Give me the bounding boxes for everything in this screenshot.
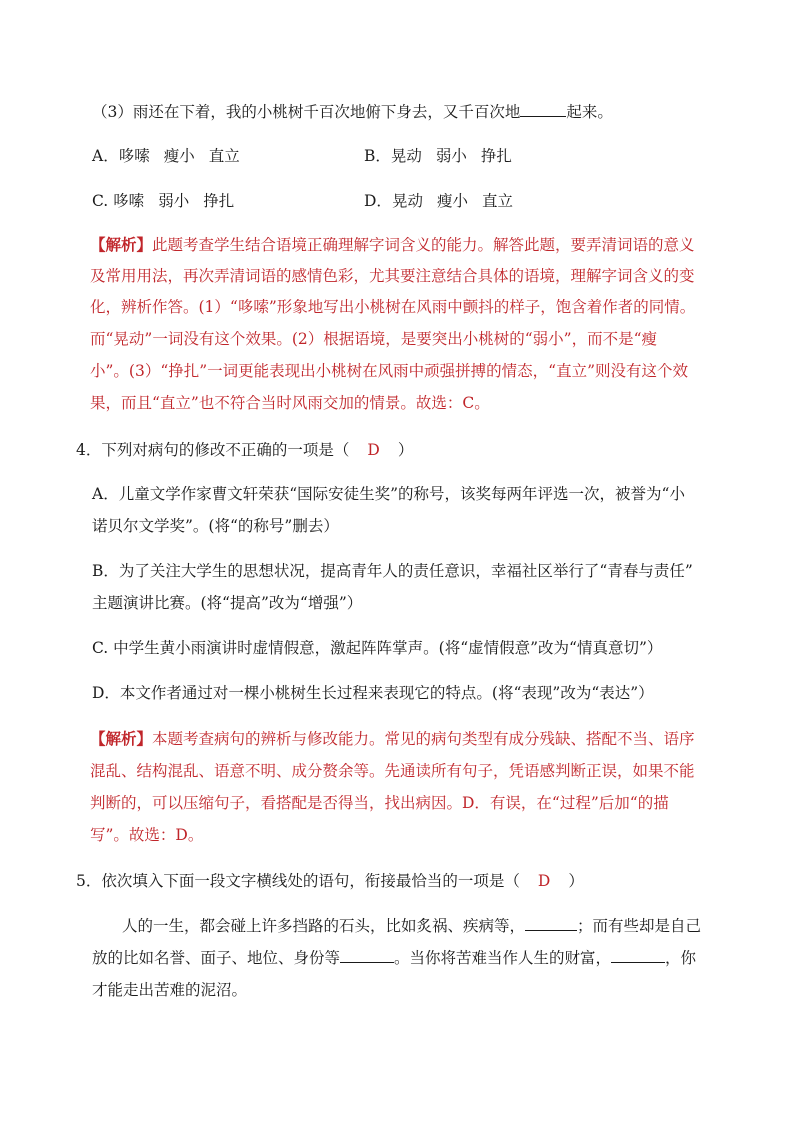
- q4-option-b-line-2: 主题演讲比赛。(将“提高”改为“增强”）: [92, 594, 363, 612]
- q3-option-a: [92, 146, 240, 166]
- q4-stem-close: ）: [397, 441, 414, 459]
- option-letter: B．: [364, 147, 391, 165]
- q4-stem-text: 4．下列对病句的修改不正确的一项是（: [76, 441, 350, 459]
- q4-option-b-line-1: B．为了关注大学生的思想状况，提高青年人的责任意识，幸福社区举行了“青春与责任”: [92, 562, 693, 580]
- q4-stem: [76, 440, 716, 460]
- option-word: 晃动: [391, 192, 423, 210]
- option-letter: D．: [364, 192, 392, 210]
- passage-text: ，你: [665, 949, 697, 967]
- fill-blank: [611, 948, 665, 963]
- q4-option-a-line-2: 诺贝尔文学奖”。(将“的称号”删去）: [92, 517, 339, 535]
- option-word: 挣扎: [203, 192, 235, 210]
- q4-analysis-line-2: 混乱、结构混乱、语意不明、成分赘余等。先通读所有句子，凭语感判断正误，如果不能: [90, 762, 695, 780]
- option-word: 挣扎: [480, 147, 512, 165]
- fill-blank: [525, 916, 577, 931]
- fill-blank: [340, 948, 394, 963]
- q3-stem: [92, 102, 732, 122]
- q3-option-b: [364, 146, 512, 166]
- option-word: 瘦小: [163, 147, 195, 165]
- q3-option-d: [364, 191, 513, 211]
- option-letter: A．: [92, 147, 119, 165]
- option-word: 瘦小: [436, 192, 468, 210]
- q5-passage-line-3: 才能走出苦难的泥沼。: [92, 981, 248, 999]
- q3-analysis-line-1: [90, 235, 730, 255]
- q4-analysis-line-4: 写”。故选：D。: [90, 826, 204, 844]
- q3-analysis-line-2: 及常用用法，再次弄清词语的感情色彩，尤其要注意结合具体的语境，理解字词含义的变: [90, 267, 695, 285]
- q5-passage-line-1: [122, 916, 762, 936]
- analysis-text: 本题考查病句的辨析与修改能力。常见的病句类型有成分残缺、搭配不当、语序: [152, 730, 695, 748]
- q3-option-c: [92, 191, 234, 211]
- option-letter: C.: [92, 192, 114, 210]
- q3-analysis-line-4: 而“晃动”一词没有这个效果。(2）根据语境，是要突出小桃树的“弱小”，而不是“瘦: [90, 330, 658, 348]
- q4-option-c: C. 中学生黄小雨演讲时虚情假意，激起阵阵掌声。(将“虚情假意”改为“情真意切”）: [92, 639, 663, 657]
- q4-analysis-line-3: 判断的，可以压缩句子，看搭配是否得当，找出病因。D．有误，在“过程”后加“的描: [90, 794, 669, 812]
- q5-stem: [76, 871, 716, 891]
- q3-analysis-line-3: 化，辨析作答。(1）“哆嗦”形象地写出小桃树在风雨中颤抖的样子，饱含着作者的同情。: [90, 298, 696, 316]
- q4-answer: D: [367, 441, 380, 459]
- q4-option-a-line-1: A．儿童文学作家曹文轩荣获“国际安徒生奖”的称号，该奖每两年评选一次，被誉为“小: [92, 485, 685, 503]
- option-word: 弱小: [435, 147, 467, 165]
- passage-text: 人的一生，都会碰上许多挡路的石头，比如炙祸、疾病等，: [122, 917, 526, 935]
- q5-stem-text: 5．依次填入下面一段文字横线处的语句，衔接最恰当的一项是（: [76, 872, 520, 890]
- option-word: 弱小: [158, 192, 190, 210]
- q4-option-d: D．本文作者通过对一棵小桃树生长过程来表现它的特点。(将“表现”改为“表达”）: [92, 684, 654, 702]
- option-word: 哆嗦: [113, 192, 145, 210]
- option-word: 直立: [208, 147, 240, 165]
- analysis-text: 此题考查学生结合语境正确理解字词含义的能力。解答此题，要弄清词语的意义: [152, 236, 695, 254]
- analysis-tag: 【解析】: [90, 235, 153, 254]
- option-word: 晃动: [390, 147, 422, 165]
- q3-stem-text: （3）雨还在下着，我的小桃树千百次地俯下身去，又千百次地: [92, 103, 521, 121]
- passage-text: 放的比如名誉、面子、地位、身份等: [92, 949, 341, 967]
- analysis-tag: 【解析】: [90, 729, 153, 748]
- q5-passage-line-2: [92, 948, 732, 968]
- passage-text: 。当你将苦难当作人生的财富，: [394, 949, 612, 967]
- q5-answer: D: [537, 872, 551, 890]
- q3-analysis-line-6: 果，而且“直立”也不符合当时风雨交加的情景。故选：C。: [90, 394, 490, 412]
- option-word: 直立: [481, 192, 513, 210]
- fill-blank: [520, 102, 566, 117]
- passage-text: ；而有些却是自己: [577, 917, 702, 935]
- q5-stem-close: ）: [568, 872, 584, 890]
- q4-analysis-line-1: [90, 729, 730, 749]
- q3-analysis-line-5: 小”。(3）“挣扎”一词更能表现出小桃树在风雨中顽强拼搏的情态，“直立”则没有这个效: [90, 362, 689, 380]
- option-word: 哆嗦: [118, 147, 150, 165]
- q3-stem-end: 起来。: [566, 103, 613, 121]
